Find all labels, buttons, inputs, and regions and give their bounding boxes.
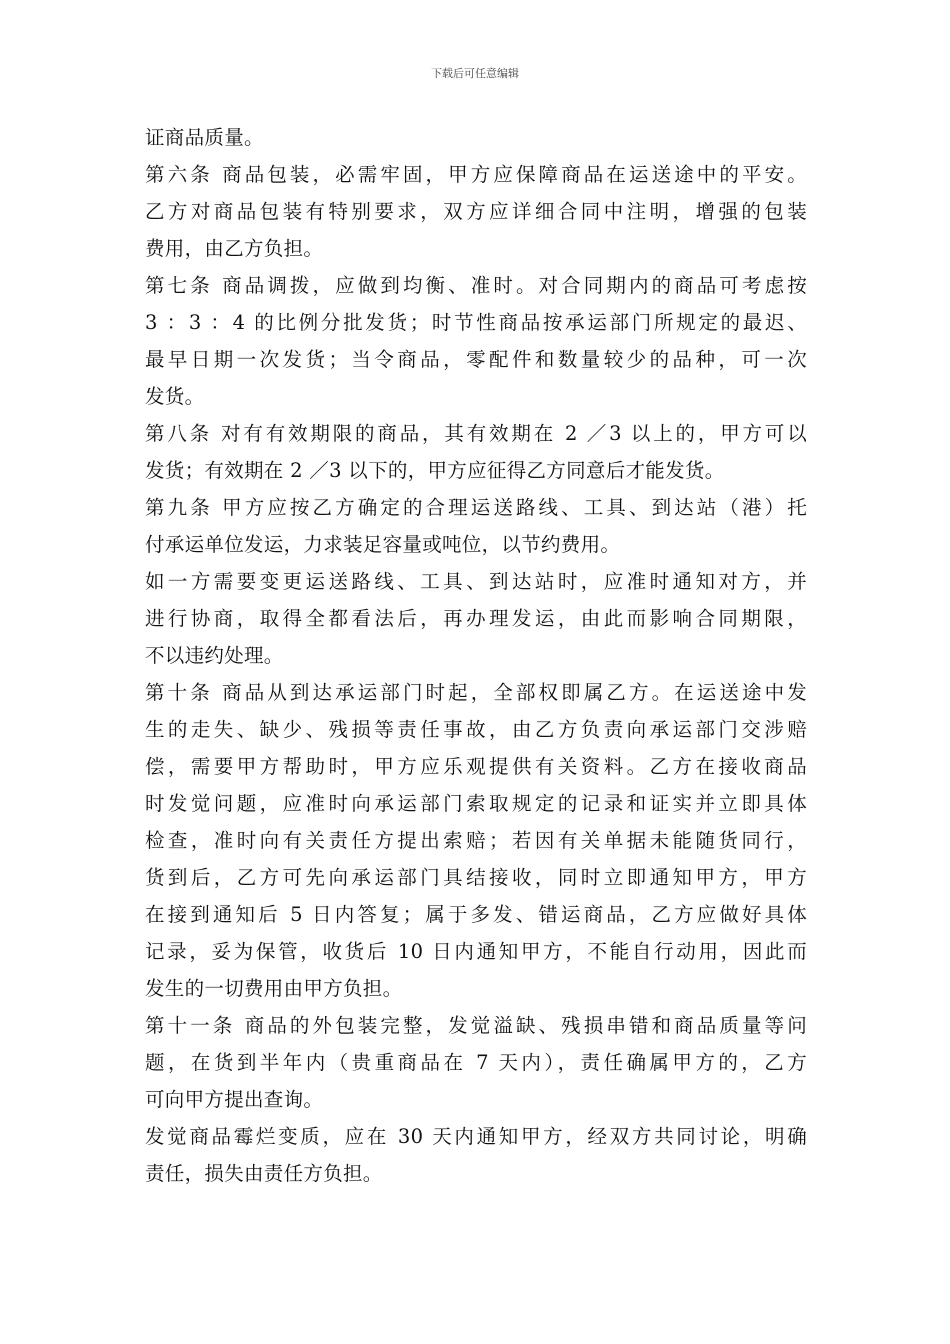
text-line: 偿，需要甲方帮助时，甲方应乐观提供有关资料。乙方在接收商品 — [145, 755, 807, 778]
text-line: 货到后，乙方可先向承运部门具结接收，同时立即通知甲方，甲方 — [145, 866, 807, 889]
text-line: 发货；有效期在 2 ／3 以下的，甲方应征得乙方同意后才能发货。 — [145, 459, 725, 482]
text-line: 第十条 商品从到达承运部门时起，全部权即属乙方。在运送途中发 — [145, 681, 807, 704]
text-line: 第九条 甲方应按乙方确定的合理运送路线、工具、到达站（港）托 — [145, 496, 807, 519]
text-line: 乙方对商品包装有特别要求，双方应详细合同中注明，增强的包装 — [145, 200, 807, 223]
text-line: 发货。 — [145, 385, 205, 408]
text-line: 时发觉问题，应准时向承运部门索取规定的记录和证实并立即具体 — [145, 792, 807, 815]
text-line: 记录，妥为保管，收货后 10 日内通知甲方，不能自行动用，因此而 — [145, 940, 807, 963]
text-line: 第七条 商品调拨，应做到均衡、准时。对合同期内的商品可考虑按 — [145, 274, 807, 297]
text-line: 进行协商，取得全都看法后，再办理发运，由此而影响合同期限， — [145, 607, 807, 630]
text-line: 付承运单位发运，力求装足容量或吨位，以节约费用。 — [145, 533, 621, 556]
text-line: 可向甲方提出查询。 — [145, 1088, 324, 1111]
text-line: 第十一条 商品的外包装完整，发觉溢缺、残损串错和商品质量等问 — [145, 1014, 807, 1037]
text-line: 第六条 商品包装，必需牢固，甲方应保障商品在运送途中的平安。 — [145, 163, 807, 186]
text-line: 费用，由乙方负担。 — [145, 237, 324, 260]
text-line: 生的走失、缺少、残损等责任事故，由乙方负责向承运部门交涉赔 — [145, 718, 807, 741]
text-line: 3 ：3 ：4 的比例分批发货；时节性商品按承运部门所规定的最迟、 — [145, 311, 807, 334]
text-line: 如一方需要变更运送路线、工具、到达站时，应准时通知对方，并 — [145, 570, 807, 593]
text-line: 检查，准时向有关责任方提出索赔；若因有关单据未能随货同行， — [145, 829, 807, 852]
text-line: 第八条 对有有效期限的商品，其有效期在 2 ／3 以上的，甲方可以 — [145, 422, 807, 445]
text-line: 发生的一切费用由甲方负担。 — [145, 977, 403, 1000]
text-line: 发觉商品霉烂变质，应在 30 天内通知甲方，经双方共同讨论，明确 — [145, 1125, 807, 1148]
text-line: 责任，损失由责任方负担。 — [145, 1162, 383, 1185]
document-body — [145, 119, 807, 1192]
text-line: 在接到通知后 5 日内答复；属于多发、错运商品，乙方应做好具体 — [145, 903, 807, 926]
page-header: 下载后可任意编辑 — [431, 67, 519, 80]
text-line: 不以违约处理。 — [145, 644, 284, 667]
text-line: 题，在货到半年内（贵重商品在 7 天内），责任确属甲方的，乙方 — [145, 1051, 807, 1074]
text-line: 最早日期一次发货；当令商品，零配件和数量较少的品种，可一次 — [145, 348, 807, 371]
text-line: 证商品质量。 — [145, 126, 264, 149]
